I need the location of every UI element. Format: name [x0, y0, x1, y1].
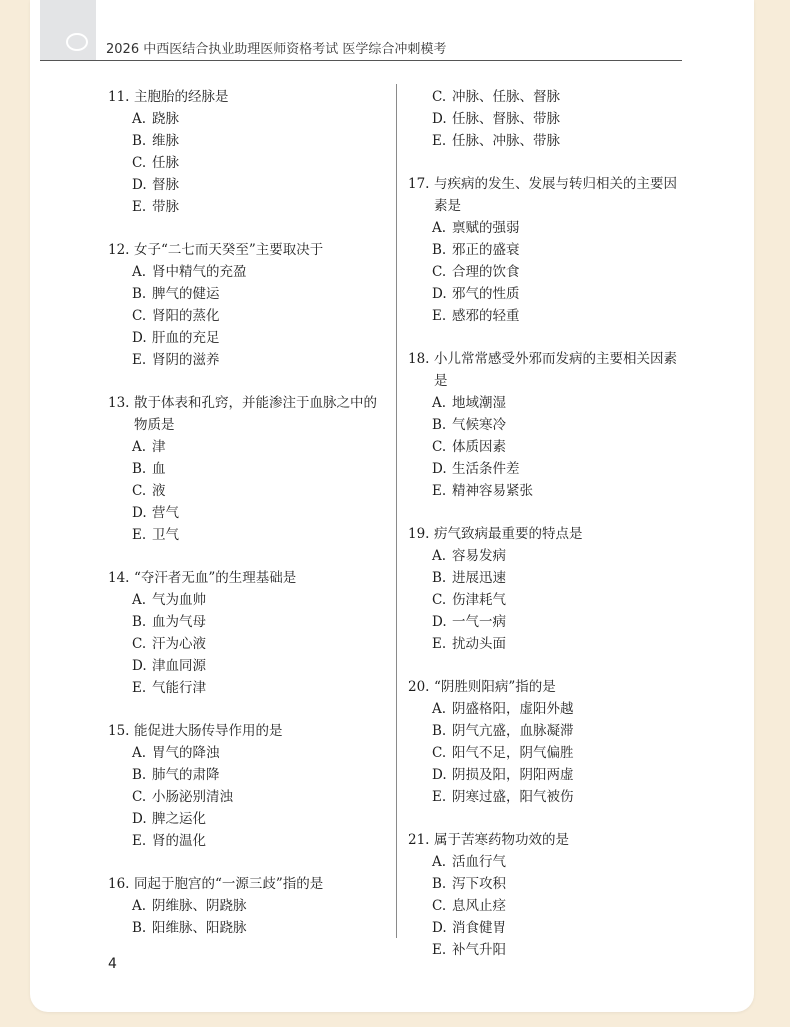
question-number: 17.	[408, 176, 430, 192]
question-number: 14.	[108, 570, 130, 586]
question-item	[408, 523, 690, 655]
option-letter: A.	[432, 220, 447, 236]
answer-option	[108, 458, 390, 480]
option-text: 阴盛格阳，虚阳外越	[452, 701, 574, 717]
question-number: 13.	[108, 395, 130, 411]
option-text: 任脉、冲脉、带脉	[452, 133, 560, 149]
answer-option	[408, 305, 690, 327]
answer-option	[408, 589, 690, 611]
left-column	[108, 86, 390, 960]
question-stem	[108, 392, 390, 436]
question-stem	[108, 86, 390, 108]
option-text: 生活条件差	[452, 461, 520, 477]
option-letter: C.	[432, 439, 447, 455]
question-number: 16.	[108, 876, 130, 892]
option-letter: D.	[432, 461, 447, 477]
option-text: 卫气	[152, 527, 179, 543]
answer-option	[108, 480, 390, 502]
answer-option	[108, 502, 390, 524]
option-text: 阴维脉、阴跷脉	[152, 898, 247, 914]
option-text: 液	[152, 483, 166, 499]
option-letter: C.	[132, 789, 147, 805]
option-text: 伤津耗气	[452, 592, 506, 608]
answer-option	[408, 764, 690, 786]
option-text: 汗为心液	[152, 636, 206, 652]
question-text: 疠气致病最重要的特点是	[434, 526, 583, 542]
option-text: 气为血帅	[152, 592, 206, 608]
question-stem	[408, 523, 690, 545]
question-text: “夺汗者无血”的生理基础是	[134, 570, 297, 586]
option-text: 阳气不足，阴气偏胜	[452, 745, 574, 761]
question-stem	[408, 676, 690, 698]
question-stem	[108, 239, 390, 261]
option-text: 督脉	[152, 177, 179, 193]
option-letter: D.	[432, 767, 447, 783]
option-text: 补气升阳	[452, 942, 506, 958]
option-text: 阳维脉、阳跷脉	[152, 920, 247, 936]
option-text: 进展迅速	[452, 570, 506, 586]
option-letter: D.	[132, 177, 147, 193]
option-letter: C.	[432, 745, 447, 761]
question-number: 15.	[108, 723, 130, 739]
option-letter: A.	[132, 592, 147, 608]
option-text: 小肠泌别清浊	[152, 789, 233, 805]
question-number: 18.	[408, 351, 430, 367]
option-letter: B.	[132, 461, 147, 477]
answer-option	[108, 917, 390, 939]
answer-option	[408, 261, 690, 283]
answer-option	[408, 895, 690, 917]
option-letter: B.	[132, 614, 147, 630]
answer-option	[408, 392, 690, 414]
option-text: 阴气亢盛，血脉凝滞	[452, 723, 574, 739]
answer-option	[408, 742, 690, 764]
answer-option	[108, 349, 390, 371]
option-letter: A.	[132, 111, 147, 127]
answer-option	[108, 261, 390, 283]
question-item	[408, 676, 690, 808]
question-item	[408, 348, 690, 502]
option-text: 感邪的轻重	[452, 308, 520, 324]
option-letter: E.	[132, 527, 147, 543]
answer-option	[408, 873, 690, 895]
header-rule	[40, 60, 682, 61]
option-text: 阴寒过盛，阳气被伤	[452, 789, 574, 805]
option-letter: C.	[132, 308, 147, 324]
option-text: 任脉	[152, 155, 179, 171]
answer-option	[408, 480, 690, 502]
answer-option	[408, 108, 690, 130]
option-letter: C.	[432, 898, 447, 914]
answer-option	[108, 633, 390, 655]
answer-option	[408, 939, 690, 961]
option-text: 带脉	[152, 199, 179, 215]
option-text: 气候寒冷	[452, 417, 506, 433]
answer-option	[408, 633, 690, 655]
question-text: 散于体表和孔窍，并能渗注于血脉之中的物质是	[134, 395, 377, 433]
question-item	[108, 86, 390, 218]
option-letter: D.	[432, 920, 447, 936]
option-text: 邪气的性质	[452, 286, 520, 302]
option-text: 气能行津	[152, 680, 206, 696]
question-number: 20.	[408, 679, 430, 695]
option-letter: E.	[432, 483, 447, 499]
question-text: 属于苦寒药物功效的是	[434, 832, 569, 848]
option-letter: D.	[132, 330, 147, 346]
option-text: 脾之运化	[152, 811, 206, 827]
option-letter: D.	[432, 286, 447, 302]
answer-option	[108, 108, 390, 130]
option-text: 跷脉	[152, 111, 179, 127]
option-text: 营气	[152, 505, 179, 521]
header-tab	[40, 0, 96, 60]
answer-option	[408, 567, 690, 589]
option-letter: B.	[432, 723, 447, 739]
option-letter: E.	[132, 680, 147, 696]
option-text: 泻下攻积	[452, 876, 506, 892]
option-text: 消食健胃	[452, 920, 506, 936]
option-text: 息风止痉	[452, 898, 506, 914]
answer-option	[108, 786, 390, 808]
question-text: 主胞胎的经脉是	[134, 89, 229, 105]
answer-option	[108, 305, 390, 327]
question-stem	[408, 348, 690, 392]
answer-option	[408, 545, 690, 567]
option-letter: A.	[432, 701, 447, 717]
option-letter: E.	[132, 199, 147, 215]
option-letter: B.	[132, 286, 147, 302]
option-letter: C.	[432, 592, 447, 608]
option-text: 合理的饮食	[452, 264, 520, 280]
option-text: 邪正的盛衰	[452, 242, 520, 258]
question-number: 19.	[408, 526, 430, 542]
option-letter: B.	[432, 876, 447, 892]
question-item	[108, 720, 390, 852]
option-text: 肾阴的滋养	[152, 352, 220, 368]
answer-option	[108, 327, 390, 349]
option-letter: C.	[432, 89, 447, 105]
answer-option	[408, 698, 690, 720]
answer-option	[108, 524, 390, 546]
option-text: 津血同源	[152, 658, 206, 674]
answer-option	[408, 217, 690, 239]
option-letter: A.	[432, 395, 447, 411]
right-column	[408, 86, 690, 982]
answer-option	[408, 720, 690, 742]
option-text: 脾气的健运	[152, 286, 220, 302]
answer-option	[408, 86, 690, 108]
question-number: 21.	[408, 832, 430, 848]
option-letter: B.	[132, 133, 147, 149]
answer-option	[408, 414, 690, 436]
option-letter: B.	[432, 242, 447, 258]
column-divider	[396, 84, 397, 938]
question-text: “阴胜则阳病”指的是	[434, 679, 556, 695]
option-text: 津	[152, 439, 166, 455]
answer-option	[108, 895, 390, 917]
question-number: 12.	[108, 242, 130, 258]
answer-option	[408, 458, 690, 480]
option-letter: E.	[132, 833, 147, 849]
option-text: 血	[152, 461, 166, 477]
option-text: 肺气的肃降	[152, 767, 220, 783]
option-letter: E.	[432, 133, 447, 149]
question-stem	[108, 567, 390, 589]
answer-option	[108, 742, 390, 764]
option-text: 胃气的降浊	[152, 745, 220, 761]
option-letter: C.	[432, 264, 447, 280]
option-text: 血为气母	[152, 614, 206, 630]
question-text: 同起于胞宫的“一源三歧”指的是	[134, 876, 324, 892]
question-item	[108, 239, 390, 371]
option-letter: D.	[432, 614, 447, 630]
question-number: 11.	[108, 89, 130, 105]
publisher-logo-icon	[66, 33, 88, 51]
question-stem	[108, 720, 390, 742]
question-text: 与疾病的发生、发展与转归相关的主要因素是	[434, 176, 677, 214]
option-text: 肾的温化	[152, 833, 206, 849]
question-item	[408, 86, 690, 152]
option-text: 冲脉、任脉、督脉	[452, 89, 560, 105]
option-text: 精神容易紧张	[452, 483, 533, 499]
answer-option	[408, 851, 690, 873]
option-letter: A.	[432, 854, 447, 870]
question-item	[108, 567, 390, 699]
answer-option	[408, 239, 690, 261]
page-number: 4	[108, 956, 117, 972]
option-letter: A.	[432, 548, 447, 564]
question-stem	[408, 829, 690, 851]
option-letter: B.	[432, 570, 447, 586]
option-text: 肾阳的蒸化	[152, 308, 220, 324]
option-text: 体质因素	[452, 439, 506, 455]
question-item	[408, 173, 690, 327]
answer-option	[108, 589, 390, 611]
question-item	[108, 873, 390, 939]
answer-option	[408, 130, 690, 152]
answer-option	[408, 283, 690, 305]
option-text: 活血行气	[452, 854, 506, 870]
answer-option	[108, 655, 390, 677]
question-text: 小儿常常感受外邪而发病的主要相关因素是	[434, 351, 677, 389]
option-letter: E.	[432, 789, 447, 805]
option-letter: D.	[132, 811, 147, 827]
option-letter: D.	[432, 111, 447, 127]
option-letter: B.	[132, 920, 147, 936]
option-letter: B.	[432, 417, 447, 433]
option-letter: B.	[132, 767, 147, 783]
option-text: 维脉	[152, 133, 179, 149]
option-letter: D.	[132, 658, 147, 674]
answer-option	[108, 174, 390, 196]
option-letter: E.	[432, 308, 447, 324]
question-text: 能促进大肠传导作用的是	[134, 723, 283, 739]
answer-option	[408, 917, 690, 939]
option-text: 阴损及阳，阴阳两虚	[452, 767, 574, 783]
option-text: 任脉、督脉、带脉	[452, 111, 560, 127]
option-text: 一气一病	[452, 614, 506, 630]
question-item	[408, 829, 690, 961]
option-letter: A.	[132, 264, 147, 280]
answer-option	[108, 830, 390, 852]
option-letter: E.	[132, 352, 147, 368]
option-letter: E.	[432, 636, 447, 652]
answer-option	[408, 611, 690, 633]
option-letter: D.	[132, 505, 147, 521]
option-text: 肝血的充足	[152, 330, 220, 346]
question-stem	[108, 873, 390, 895]
option-text: 地域潮湿	[452, 395, 506, 411]
option-text: 扰动头面	[452, 636, 506, 652]
answer-option	[108, 436, 390, 458]
option-letter: E.	[432, 942, 447, 958]
question-stem	[408, 173, 690, 217]
question-item	[108, 392, 390, 546]
answer-option	[108, 130, 390, 152]
answer-option	[108, 196, 390, 218]
answer-option	[108, 808, 390, 830]
answer-option	[108, 283, 390, 305]
answer-option	[108, 764, 390, 786]
question-text: 女子“二七而天癸至”主要取决于	[134, 242, 324, 258]
option-letter: C.	[132, 483, 147, 499]
option-text: 容易发病	[452, 548, 506, 564]
running-header: 2026 中西医结合执业助理医师资格考试 医学综合冲刺模考	[106, 42, 447, 57]
option-letter: A.	[132, 745, 147, 761]
option-letter: C.	[132, 155, 147, 171]
option-letter: A.	[132, 898, 147, 914]
answer-option	[408, 436, 690, 458]
answer-option	[408, 786, 690, 808]
option-letter: C.	[132, 636, 147, 652]
option-text: 禀赋的强弱	[452, 220, 520, 236]
option-text: 肾中精气的充盈	[152, 264, 247, 280]
answer-option	[108, 152, 390, 174]
answer-option	[108, 611, 390, 633]
answer-option	[108, 677, 390, 699]
option-letter: A.	[132, 439, 147, 455]
